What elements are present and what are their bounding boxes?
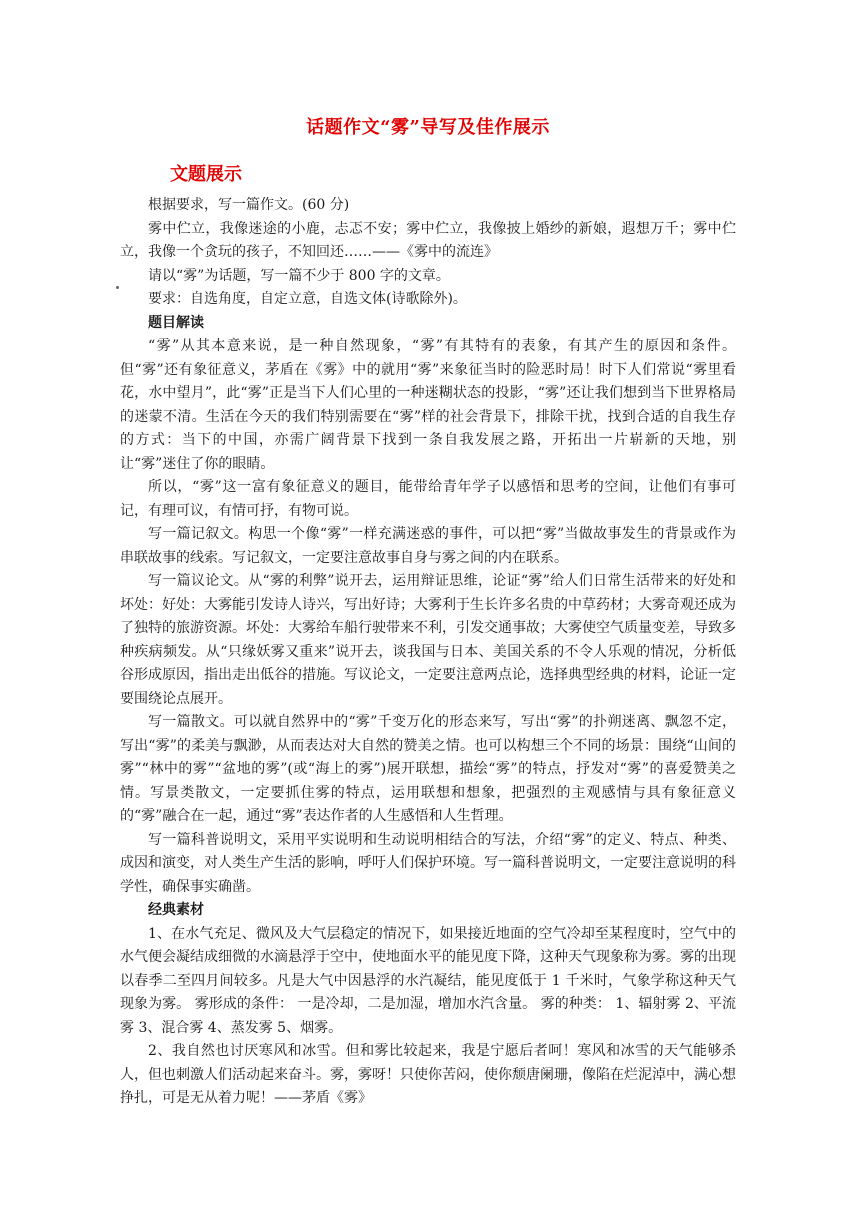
analysis-heading: 题目解读 [148,314,204,331]
analysis-paragraph: “雾”从其本意来说，是一种自然现象，“雾”有其特有的表象，有其产生的原因和条件。但“雾”还有象征意义，茅盾在《雾》中的就用“雾”来象征当时的险恶时局！时下人们常说“雾里看花，水中望月”，此“雾”正是当下人们心里的一种迷糊状态的投影，“雾”还让我们想到当下世界格局的迷蒙不清。生活在今天的我们特别需要在“雾”样的社会背景下，排除干扰，找到合适的自我生存的方式：当下的中国，亦需广阔背景下找到一条自我发展之路，开拓出一片崭新的天地，别让“雾”迷住了你的眼睛。 [120,338,736,472]
analysis-paragraph: 写一篇散文。可以就自然界中的“雾”千变万化的形态来写，写出“雾”的扑朔迷离、飘忽不定，写出“雾”的柔美与飘渺，从而表达对大自然的赞美之情。也可以构想三个不同的场景：围绕“山间的雾”“林中的雾”“盆地的雾”(或“海上的雾”)展开联想，描绘“雾”的特点，抒发对“雾”的喜爱赞美之情。写景类散文，一定要抓住雾的特点，运用联想和想象，把强烈的主观感情与具有象征意义的“雾”融合在一起，通过“雾”表达作者的人生感悟和人生哲理。 [120,714,736,824]
section-title-prompt: 文题展示 [170,164,242,185]
prompt-rules: 要求：自选角度，自定立意，自选文体(诗歌除外)。 [148,291,467,307]
material-paragraph: 2、我自然也讨厌寒风和冰雪。但和雾比较起来，我是宁愿后者呵！寒风和冰雪的天气能够杀人，但也刺激人们活动起来奋斗。雾，雾呀！只使你苦闷，使你颓唐阑珊，像陷在烂泥淖中，满心想挣扎，可是无从着力呢！——茅盾《雾》 [120,1043,736,1106]
prompt-material: 雾中伫立，我像迷途的小鹿，忐忑不安；雾中伫立，我像披上婚纱的新娘，遐想万千；雾中伫立，我像一个贪玩的孩子，不知回还……——《雾中的流连》 [120,220,736,260]
document-page [120,114,736,1111]
prompt-requirement: 根据要求，写一篇作文。(60 分) [148,197,350,213]
margin-dot [116,286,119,289]
material-paragraph: 1、在水气充足、微风及大气层稳定的情况下，如果接近地面的空气冷却至某程度时，空气中的水气便会凝结成细微的水滴悬浮于空中，使地面水平的能见度下降，这种天气现象称为雾。雾的出现以春季二至四月间较多。凡是大气中因悬浮的水汽凝结，能见度低于 1 千米时，气象学称这种天气现象为雾。 雾形成的条件： 一是冷却，二是加湿，增加水汽含量。 雾的种类： 1、辐射雾 2、平流雾 3、混合雾 4、蒸发雾 5、烟雾。 [120,925,736,1036]
analysis-paragraph: 写一篇科普说明文，采用平实说明和生动说明相结合的写法，介绍“雾”的定义、特点、种类、成因和演变，对人类生产生活的影响，呼吁人们保护环境。写一篇科普说明文，一定要注意说明的科学性，确保事实确凿。 [120,831,736,895]
prompt-topic: 请以“雾”为话题，写一篇不少于 800 字的文章。 [148,267,450,284]
analysis-paragraph: 写一篇议论文。从“雾的利弊”说开去，运用辩证思维，论证“雾”给人们日常生活带来的好处和坏处：好处：大雾能引发诗人诗兴，写出好诗；大雾利于生长许多名贵的中草药材；大雾奇观还成为了独特的旅游资源。坏处：大雾给车船行驶带来不利，引发交通事故；大雾使空气质量变差，导致多种疾病频发。从“只缘妖雾又重来”说开去，谈我国与日本、美国关系的不令人乐观的情况，分析低谷形成原因，指出走出低谷的措施。写议论文，一定要注意两点论，选择典型经典的材料，论证一定要围绕论点展开。 [120,573,736,707]
document-title: 话题作文“雾”导写及佳作展示 [306,117,550,138]
analysis-paragraph: 所以，“雾”这一富有象征意义的题目，能带给青年学子以感悟和思考的空间，让他们有事可记，有理可议，有情可抒，有物可说。 [120,479,736,519]
analysis-paragraph: 写一篇记叙文。构思一个像“雾”一样充满迷惑的事件，可以把“雾”当做故事发生的背景或作为串联故事的线索。写记叙文，一定要注意故事自身与雾之间的内在联系。 [120,526,736,566]
materials-heading: 经典素材 [148,902,204,918]
